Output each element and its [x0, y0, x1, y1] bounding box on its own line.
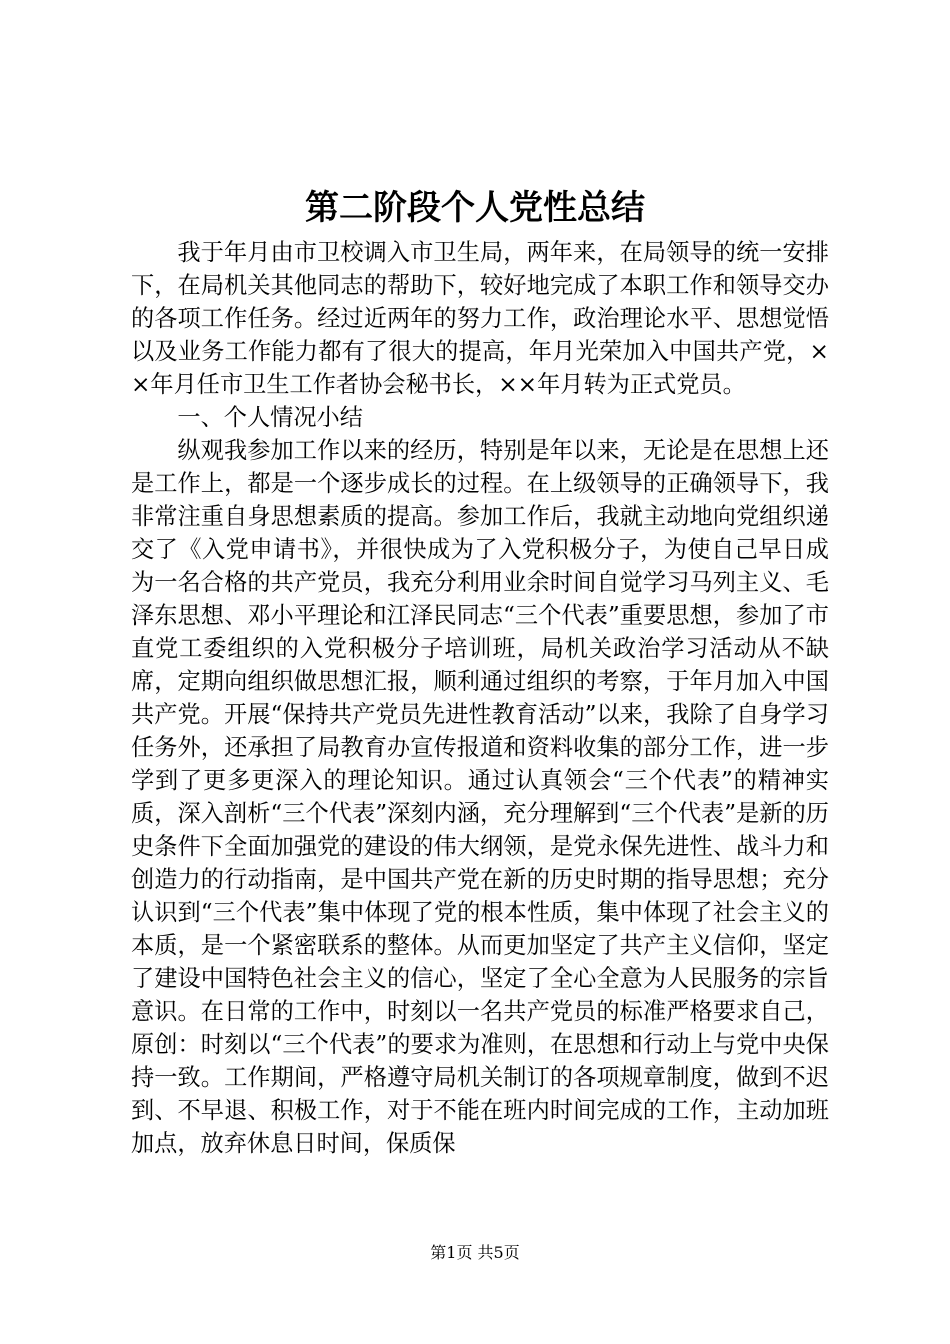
document-body	[131, 236, 829, 1160]
page-title: 第二阶段个人党性总结	[305, 188, 645, 228]
paragraph-summary: 纵观我参加工作以来的经历，特别是年以来，无论是在思想上还是工作上，都是一个逐步成长的过程。在上级领导的正确领导下，我非常注重自身思想素质的提高。参加工作后，我就主动地向党组织递交了《入党申请书》，并很快成为了入党积极分子，为使自己早日成为一名合格的共产党员，我充分利用业余时间自觉学习马列主义、毛泽东思想、邓小平理论和江泽民同志“三个代表”重要思想，参加了市直党工委组织的入党积极分子培训班，局机关政治学习活动从不缺席，定期向组织做思想汇报，顺利通过组织的考察，于年月加入中国共产党。开展“保持共产党员先进性教育活动”以来，我除了自身学习任务外，还承担了局教育办宣传报道和资料收集的部分工作，进一步学到了更多更深入的理论知识。通过认真领会“三个代表”的精神实质，深入剖析“三个代表”深刻内涵，充分理解到“三个代表”是新的历史条件下全面加强党的建设的伟大纲领，是党永保先进性、战斗力和创造力的行动指南，是中国共产党在新的历史时期的指导思想；充分认识到“三个代表”集中体现了党的根本性质，集中体现了社会主义的本质，是一个紧密联系的整体。从而更加坚定了共产主义信仰，坚定了建设中国特色社会主义的信心，坚定了全心全意为人民服务的宗旨意识。在日常的工作中，时刻以一名共产党员的标准严格要求自己，原创：时刻以“三个代表”的要求为准则，在思想和行动上与党中央保持一致。工作期间，严格遵守局机关制订的各项规章制度，做到不迟到、不早退、积极工作，对于不能在班内时间完成的工作，主动加班加点，放弃休息日时间，保质保	[131, 437, 829, 1157]
paragraph-intro: 我于年月由市卫校调入市卫生局，两年来，在局领导的统一安排下，在局机关其他同志的帮助下，较好地完成了本职工作和领导交办的各项工作任务。经过近两年的努力工作，政治理论水平、思想觉悟以及业务工作能力都有了很大的提高，年月光荣加入中国共产党，××年月任市卫生工作者协会秘书长，××年月转为正式党员。	[131, 239, 829, 398]
section-heading: 一、个人情况小结	[177, 404, 363, 431]
page-footer: 第1页 共5页	[430, 1243, 520, 1262]
